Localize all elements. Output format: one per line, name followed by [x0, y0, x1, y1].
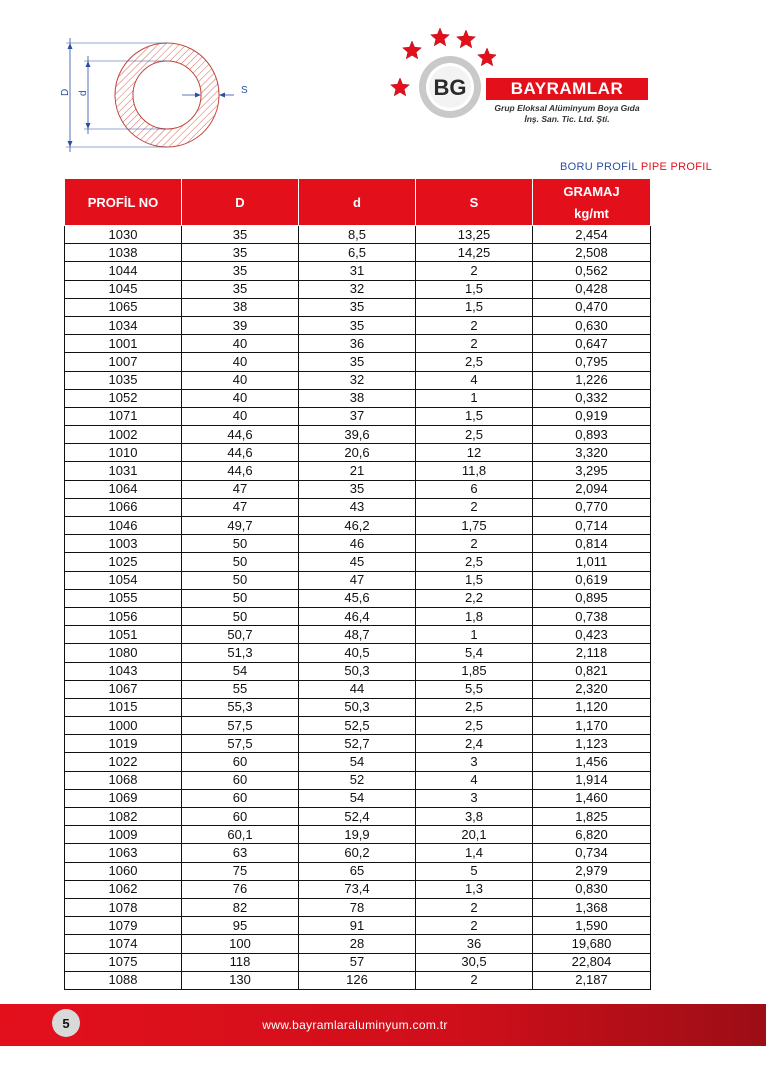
cell-inner-diameter: 73,4 [299, 880, 416, 898]
cell-outer-diameter: 50 [182, 589, 299, 607]
cell-wall-thickness: 4 [416, 771, 533, 789]
cell-inner-diameter: 19,9 [299, 826, 416, 844]
table-title [0, 161, 712, 173]
cell-wall-thickness: 2 [416, 971, 533, 989]
cell-wall-thickness: 3,8 [416, 808, 533, 826]
table-row [65, 935, 651, 953]
cell-gramaj: 1,460 [533, 789, 651, 807]
table-row [65, 589, 651, 607]
table-row [65, 753, 651, 771]
cell-profil-no: 1054 [65, 571, 182, 589]
table-row [65, 862, 651, 880]
cell-gramaj: 0,470 [533, 298, 651, 316]
cell-gramaj: 0,630 [533, 316, 651, 334]
cell-wall-thickness: 2,2 [416, 589, 533, 607]
cell-outer-diameter: 44,6 [182, 444, 299, 462]
cell-profil-no: 1007 [65, 353, 182, 371]
cell-outer-diameter: 82 [182, 898, 299, 916]
cell-inner-diameter: 126 [299, 971, 416, 989]
cell-outer-diameter: 50 [182, 571, 299, 589]
cell-outer-diameter: 35 [182, 226, 299, 244]
table-row [65, 517, 651, 535]
cell-inner-diameter: 35 [299, 353, 416, 371]
cell-wall-thickness: 13,25 [416, 226, 533, 244]
cell-inner-diameter: 50,3 [299, 662, 416, 680]
table-row [65, 335, 651, 353]
cell-inner-diameter: 54 [299, 789, 416, 807]
table-row [65, 280, 651, 298]
cell-inner-diameter: 35 [299, 316, 416, 334]
table-body [65, 226, 651, 990]
brand-name: BAYRAMLAR [486, 78, 648, 100]
cell-wall-thickness: 1 [416, 626, 533, 644]
cell-outer-diameter: 39 [182, 316, 299, 334]
cell-inner-diameter: 46,4 [299, 607, 416, 625]
cell-inner-diameter: 47 [299, 571, 416, 589]
cell-profil-no: 1067 [65, 680, 182, 698]
cell-profil-no: 1075 [65, 953, 182, 971]
cell-inner-diameter: 28 [299, 935, 416, 953]
star-icon [403, 41, 422, 59]
table-title-en: PIPE PROFIL [640, 161, 712, 173]
table-row [65, 262, 651, 280]
table-row [65, 480, 651, 498]
cell-profil-no: 1078 [65, 898, 182, 916]
brand-subtitle-line2: İnş. San. Tic. Ltd. Şti. [524, 114, 610, 124]
cell-inner-diameter: 20,6 [299, 444, 416, 462]
cell-outer-diameter: 49,7 [182, 517, 299, 535]
cell-profil-no: 1044 [65, 262, 182, 280]
star-icon [457, 30, 476, 48]
table-row [65, 498, 651, 516]
cell-profil-no: 1010 [65, 444, 182, 462]
header-wall-thickness: S [416, 179, 533, 226]
star-icon [431, 28, 450, 46]
cell-inner-diameter: 45 [299, 553, 416, 571]
cell-gramaj: 1,590 [533, 917, 651, 935]
cell-wall-thickness: 3 [416, 789, 533, 807]
cell-inner-diameter: 52,7 [299, 735, 416, 753]
cell-inner-diameter: 52,4 [299, 808, 416, 826]
cell-inner-diameter: 43 [299, 498, 416, 516]
cell-gramaj: 1,368 [533, 898, 651, 916]
cell-wall-thickness: 36 [416, 935, 533, 953]
table-row [65, 426, 651, 444]
pipe-cross-section-diagram [52, 30, 262, 160]
cell-profil-no: 1071 [65, 407, 182, 425]
cell-profil-no: 1031 [65, 462, 182, 480]
cell-gramaj: 3,320 [533, 444, 651, 462]
cell-profil-no: 1019 [65, 735, 182, 753]
cell-outer-diameter: 35 [182, 244, 299, 262]
cell-wall-thickness: 2 [416, 498, 533, 516]
logo-emblem [386, 28, 496, 138]
cell-gramaj: 0,893 [533, 426, 651, 444]
cell-profil-no: 1051 [65, 626, 182, 644]
table-row [65, 844, 651, 862]
cell-wall-thickness: 2,5 [416, 698, 533, 716]
cell-outer-diameter: 130 [182, 971, 299, 989]
table-row [65, 444, 651, 462]
cell-inner-diameter: 39,6 [299, 426, 416, 444]
cell-gramaj: 6,820 [533, 826, 651, 844]
cell-profil-no: 1064 [65, 480, 182, 498]
cell-profil-no: 1080 [65, 644, 182, 662]
cell-gramaj: 1,456 [533, 753, 651, 771]
cell-inner-diameter: 8,5 [299, 226, 416, 244]
cell-inner-diameter: 35 [299, 480, 416, 498]
cell-outer-diameter: 40 [182, 407, 299, 425]
cell-wall-thickness: 1,5 [416, 571, 533, 589]
header-gramaj-label: GRAMAJ [563, 183, 620, 199]
cell-inner-diameter: 65 [299, 862, 416, 880]
table-row [65, 298, 651, 316]
cell-wall-thickness: 1,5 [416, 298, 533, 316]
cell-outer-diameter: 44,6 [182, 426, 299, 444]
cell-gramaj: 0,814 [533, 535, 651, 553]
header-profil-no: PROFİL NO [65, 179, 182, 226]
cell-gramaj: 1,226 [533, 371, 651, 389]
cell-inner-diameter: 21 [299, 462, 416, 480]
table-header-row [65, 179, 651, 226]
table-row [65, 880, 651, 898]
table-row [65, 226, 651, 244]
table-row [65, 971, 651, 989]
cell-gramaj: 0,830 [533, 880, 651, 898]
cell-gramaj: 2,320 [533, 680, 651, 698]
table-row [65, 316, 651, 334]
cell-profil-no: 1025 [65, 553, 182, 571]
cell-gramaj: 0,714 [533, 517, 651, 535]
cell-outer-diameter: 40 [182, 335, 299, 353]
cell-outer-diameter: 76 [182, 880, 299, 898]
table-row [65, 244, 651, 262]
cell-outer-diameter: 50 [182, 607, 299, 625]
cell-wall-thickness: 2,5 [416, 353, 533, 371]
cell-profil-no: 1015 [65, 698, 182, 716]
cell-gramaj: 2,094 [533, 480, 651, 498]
cell-outer-diameter: 55,3 [182, 698, 299, 716]
cell-outer-diameter: 60 [182, 771, 299, 789]
cell-outer-diameter: 54 [182, 662, 299, 680]
cell-profil-no: 1069 [65, 789, 182, 807]
table-row [65, 535, 651, 553]
cell-outer-diameter: 50 [182, 553, 299, 571]
cell-wall-thickness: 3 [416, 753, 533, 771]
table-title-tr: BORU PROFİL [560, 161, 641, 173]
header-gramaj [533, 179, 651, 226]
cell-outer-diameter: 60 [182, 789, 299, 807]
header-outer-diameter: D [182, 179, 299, 226]
cell-wall-thickness: 1,3 [416, 880, 533, 898]
cell-outer-diameter: 60 [182, 808, 299, 826]
cell-wall-thickness: 6 [416, 480, 533, 498]
cell-wall-thickness: 1,5 [416, 407, 533, 425]
cell-inner-diameter: 38 [299, 389, 416, 407]
cell-outer-diameter: 44,6 [182, 462, 299, 480]
cell-gramaj: 2,118 [533, 644, 651, 662]
cell-outer-diameter: 118 [182, 953, 299, 971]
cell-wall-thickness: 4 [416, 371, 533, 389]
table-row [65, 626, 651, 644]
cell-wall-thickness: 5,5 [416, 680, 533, 698]
cell-gramaj: 0,795 [533, 353, 651, 371]
cell-outer-diameter: 40 [182, 371, 299, 389]
label-s: S [241, 85, 248, 96]
cell-inner-diameter: 46,2 [299, 517, 416, 535]
table-row [65, 735, 651, 753]
cell-inner-diameter: 45,6 [299, 589, 416, 607]
cell-profil-no: 1043 [65, 662, 182, 680]
cell-outer-diameter: 51,3 [182, 644, 299, 662]
cell-wall-thickness: 20,1 [416, 826, 533, 844]
cell-outer-diameter: 75 [182, 862, 299, 880]
cell-wall-thickness: 5 [416, 862, 533, 880]
table-row [65, 698, 651, 716]
table-row [65, 407, 651, 425]
cell-outer-diameter: 100 [182, 935, 299, 953]
table-row [65, 644, 651, 662]
cell-profil-no: 1022 [65, 753, 182, 771]
cell-profil-no: 1000 [65, 717, 182, 735]
cell-inner-diameter: 48,7 [299, 626, 416, 644]
table-row [65, 917, 651, 935]
cell-outer-diameter: 47 [182, 498, 299, 516]
cell-profil-no: 1001 [65, 335, 182, 353]
cell-profil-no: 1060 [65, 862, 182, 880]
cell-inner-diameter: 46 [299, 535, 416, 553]
cell-profil-no: 1038 [65, 244, 182, 262]
cell-outer-diameter: 35 [182, 280, 299, 298]
table-row [65, 371, 651, 389]
cell-inner-diameter: 60,2 [299, 844, 416, 862]
cell-outer-diameter: 47 [182, 480, 299, 498]
cell-outer-diameter: 35 [182, 262, 299, 280]
cell-profil-no: 1074 [65, 935, 182, 953]
cell-wall-thickness: 2,5 [416, 717, 533, 735]
cell-profil-no: 1052 [65, 389, 182, 407]
cell-inner-diameter: 44 [299, 680, 416, 698]
cell-wall-thickness: 2 [416, 335, 533, 353]
star-icon [391, 78, 410, 96]
cell-gramaj: 0,332 [533, 389, 651, 407]
cell-inner-diameter: 91 [299, 917, 416, 935]
cell-outer-diameter: 50,7 [182, 626, 299, 644]
cell-gramaj: 1,120 [533, 698, 651, 716]
cell-gramaj: 2,454 [533, 226, 651, 244]
table-row [65, 462, 651, 480]
cell-profil-no: 1034 [65, 316, 182, 334]
cell-inner-diameter: 54 [299, 753, 416, 771]
cell-gramaj: 1,825 [533, 808, 651, 826]
cell-outer-diameter: 40 [182, 389, 299, 407]
cell-outer-diameter: 55 [182, 680, 299, 698]
cell-outer-diameter: 95 [182, 917, 299, 935]
cell-inner-diameter: 32 [299, 371, 416, 389]
cell-gramaj: 0,562 [533, 262, 651, 280]
cell-outer-diameter: 60,1 [182, 826, 299, 844]
cell-wall-thickness: 2,5 [416, 426, 533, 444]
cell-profil-no: 1063 [65, 844, 182, 862]
cell-wall-thickness: 1,8 [416, 607, 533, 625]
cell-inner-diameter: 31 [299, 262, 416, 280]
cell-profil-no: 1082 [65, 808, 182, 826]
cell-wall-thickness: 30,5 [416, 953, 533, 971]
cell-wall-thickness: 2 [416, 262, 533, 280]
cell-gramaj: 0,619 [533, 571, 651, 589]
star-icon [478, 48, 496, 66]
table-row [65, 953, 651, 971]
cell-gramaj: 0,821 [533, 662, 651, 680]
cell-wall-thickness: 1,5 [416, 280, 533, 298]
table-row [65, 553, 651, 571]
cell-wall-thickness: 11,8 [416, 462, 533, 480]
header-inner-diameter: d [299, 179, 416, 226]
logo-monogram: BG [433, 75, 467, 100]
cell-wall-thickness: 2,5 [416, 553, 533, 571]
cell-gramaj: 0,428 [533, 280, 651, 298]
table-row [65, 898, 651, 916]
cell-gramaj: 1,170 [533, 717, 651, 735]
cell-inner-diameter: 57 [299, 953, 416, 971]
cell-wall-thickness: 2 [416, 898, 533, 916]
cell-profil-no: 1046 [65, 517, 182, 535]
cell-gramaj: 1,914 [533, 771, 651, 789]
cell-profil-no: 1030 [65, 226, 182, 244]
cell-gramaj: 1,123 [533, 735, 651, 753]
cell-gramaj: 0,919 [533, 407, 651, 425]
cell-gramaj: 2,508 [533, 244, 651, 262]
cell-gramaj: 0,770 [533, 498, 651, 516]
cell-profil-no: 1079 [65, 917, 182, 935]
cell-gramaj: 0,895 [533, 589, 651, 607]
cell-inner-diameter: 50,3 [299, 698, 416, 716]
website-url[interactable]: www.bayramlaraluminyum.com.tr [262, 1018, 448, 1032]
cell-wall-thickness: 14,25 [416, 244, 533, 262]
cell-gramaj: 1,011 [533, 553, 651, 571]
table-row [65, 680, 651, 698]
cell-profil-no: 1045 [65, 280, 182, 298]
cell-profil-no: 1002 [65, 426, 182, 444]
table-row [65, 607, 651, 625]
cell-profil-no: 1065 [65, 298, 182, 316]
cell-wall-thickness: 2,4 [416, 735, 533, 753]
cell-outer-diameter: 50 [182, 535, 299, 553]
page-number: 5 [52, 1009, 80, 1037]
table-row [65, 808, 651, 826]
cell-gramaj: 0,647 [533, 335, 651, 353]
cell-inner-diameter: 52 [299, 771, 416, 789]
table-row [65, 789, 651, 807]
pipe-diagram-svg [52, 30, 262, 160]
table-row [65, 353, 651, 371]
table-row [65, 389, 651, 407]
cell-gramaj: 2,979 [533, 862, 651, 880]
brand-subtitle-line1: Grup Eloksal Alüminyum Boya Gıda [494, 103, 640, 113]
cell-profil-no: 1068 [65, 771, 182, 789]
cell-outer-diameter: 40 [182, 353, 299, 371]
cell-profil-no: 1062 [65, 880, 182, 898]
cell-wall-thickness: 2 [416, 535, 533, 553]
cell-wall-thickness: 2 [416, 316, 533, 334]
cell-wall-thickness: 2 [416, 917, 533, 935]
cell-wall-thickness: 1 [416, 389, 533, 407]
cell-gramaj: 22,804 [533, 953, 651, 971]
cell-wall-thickness: 1,85 [416, 662, 533, 680]
table-row [65, 717, 651, 735]
cell-inner-diameter: 37 [299, 407, 416, 425]
cell-outer-diameter: 57,5 [182, 717, 299, 735]
cell-wall-thickness: 1,75 [416, 517, 533, 535]
cell-profil-no: 1056 [65, 607, 182, 625]
cell-inner-diameter: 32 [299, 280, 416, 298]
cell-profil-no: 1055 [65, 589, 182, 607]
cell-gramaj: 2,187 [533, 971, 651, 989]
cell-gramaj: 0,423 [533, 626, 651, 644]
cell-wall-thickness: 1,4 [416, 844, 533, 862]
table-row [65, 662, 651, 680]
cell-outer-diameter: 63 [182, 844, 299, 862]
cell-gramaj: 0,738 [533, 607, 651, 625]
header-gramaj-unit: kg/mt [574, 205, 609, 221]
cell-outer-diameter: 38 [182, 298, 299, 316]
cell-profil-no: 1003 [65, 535, 182, 553]
table-row [65, 826, 651, 844]
cell-profil-no: 1035 [65, 371, 182, 389]
cell-wall-thickness: 5,4 [416, 644, 533, 662]
cell-inner-diameter: 6,5 [299, 244, 416, 262]
cell-inner-diameter: 35 [299, 298, 416, 316]
pipe-profile-table [64, 178, 651, 990]
cell-wall-thickness: 12 [416, 444, 533, 462]
cell-profil-no: 1088 [65, 971, 182, 989]
label-d: d [78, 90, 89, 96]
cell-gramaj: 19,680 [533, 935, 651, 953]
cell-inner-diameter: 52,5 [299, 717, 416, 735]
label-D: D [60, 88, 71, 96]
cell-gramaj: 3,295 [533, 462, 651, 480]
table-row [65, 571, 651, 589]
cell-profil-no: 1066 [65, 498, 182, 516]
brand-subtitle [486, 103, 648, 125]
cell-inner-diameter: 40,5 [299, 644, 416, 662]
cell-gramaj: 0,734 [533, 844, 651, 862]
cell-inner-diameter: 78 [299, 898, 416, 916]
cell-outer-diameter: 60 [182, 753, 299, 771]
cell-inner-diameter: 36 [299, 335, 416, 353]
cell-outer-diameter: 57,5 [182, 735, 299, 753]
cell-profil-no: 1009 [65, 826, 182, 844]
table-row [65, 771, 651, 789]
